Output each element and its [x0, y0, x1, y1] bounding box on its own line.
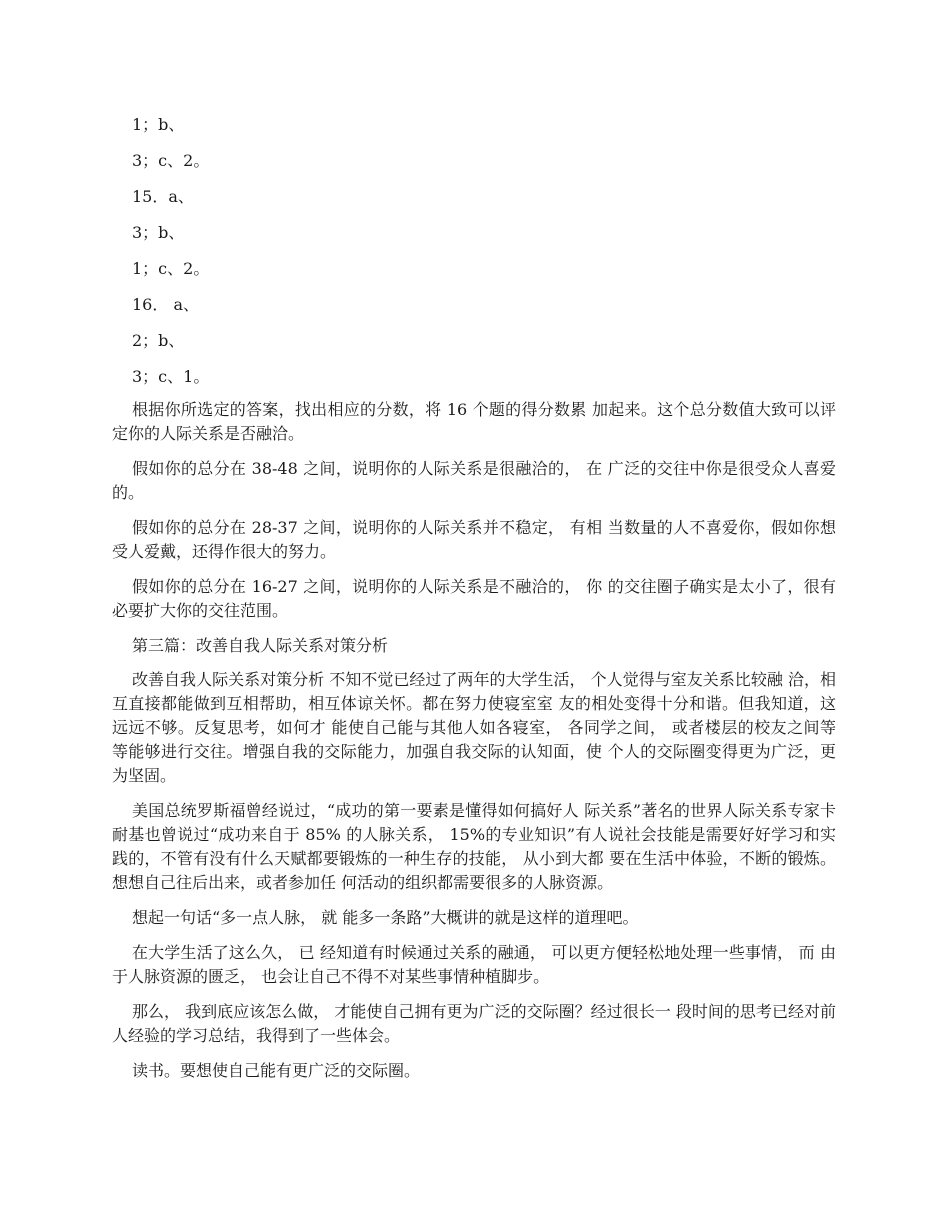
answer-line: 1；b、 [132, 115, 185, 134]
answer-line: 3；b、 [132, 223, 185, 242]
section-heading: 第三篇：改善自我人际关系对策分析 [132, 636, 389, 655]
paragraph: 美国总统罗斯福曾经说过，“成功的第一要素是懂得如何搞好人 际关系”著名的世界人际关系专家卡耐基也曾说过“成功来自于 85% 的人脉关系， 15%的专业知识”有人说社会技能是需要好好学习和实 践的，不管有没有什么天赋都要锻炼的一种生存的技能， 从小到大都 要在生活中体验，不断的锻炼。想想自己往后出来，或者参加任 何活动的组织都需要很多的人脉资源。 [112, 801, 836, 892]
answer-score-list [132, 112, 532, 400]
paragraph: 那么， 我到底应该怎么做， 才能使自己拥有更为广泛的交际圈？经过很长一 段时间的思考已经对前人经验的学习总结，我得到了一些体会。 [112, 1002, 836, 1045]
document-body [112, 398, 836, 1094]
paragraph-score-high: 假如你的总分在 38-48 之间，说明你的人际关系是很融洽的， 在 广泛的交往中你是很受众人喜爱的。 [112, 459, 836, 502]
answer-line: 16． a、 [132, 295, 199, 314]
paragraph-score-mid: 假如你的总分在 28-37 之间，说明你的人际关系并不稳定， 有相 当数量的人不喜爱你，假如你想受人爱戴，还得作很大的努力。 [112, 518, 836, 561]
paragraph: 在大学生活了这么久， 已 经知道有时候通过关系的融通， 可以更方便轻松地处理一些事情， 而 由于人脉资源的匮乏， 也会让自己不得不对某些事情种植脚步。 [112, 943, 836, 986]
paragraph-score-low: 假如你的总分在 16-27 之间，说明你的人际关系是不融洽的， 你 的交往圈子确实是太小了，很有必要扩大你的交往范围。 [112, 577, 836, 620]
paragraph-scoring-instructions: 根据你所选定的答案，找出相应的分数，将 16 个题的得分数累 加起来。这个总分数值大致可以评定你的人际关系是否融洽。 [112, 400, 836, 443]
answer-line: 2；b、 [132, 331, 185, 350]
answer-line: 15．a、 [132, 187, 194, 206]
paragraph: 想起一句话“多一点人脉， 就 能多一条路”大概讲的就是这样的道理吧。 [132, 908, 639, 927]
answer-line: 3；c、1。 [132, 367, 210, 386]
paragraph: 改善自我人际关系对策分析 不知不觉已经过了两年的大学生活， 个人觉得与室友关系比较融 洽，相互直接都能做到互相帮助，相互体谅关怀。都在努力使寝室室 友的相处变得十分和谐。但我知道，这远远不够。反复思考，如何才 能使自己能与其他人如各寝室， 各同学之间， 或者楼层的校友之间等 等能够进行交往。增强自我的交际能力，加强自我交际的认知面，使 个人的交际圈变得更为广泛，更为坚固。 [112, 670, 836, 785]
paragraph: 读书。要想使自己能有更广泛的交际圈。 [132, 1061, 421, 1080]
answer-line: 3；c、2。 [132, 151, 210, 170]
answer-line: 1；c、2。 [132, 259, 210, 278]
